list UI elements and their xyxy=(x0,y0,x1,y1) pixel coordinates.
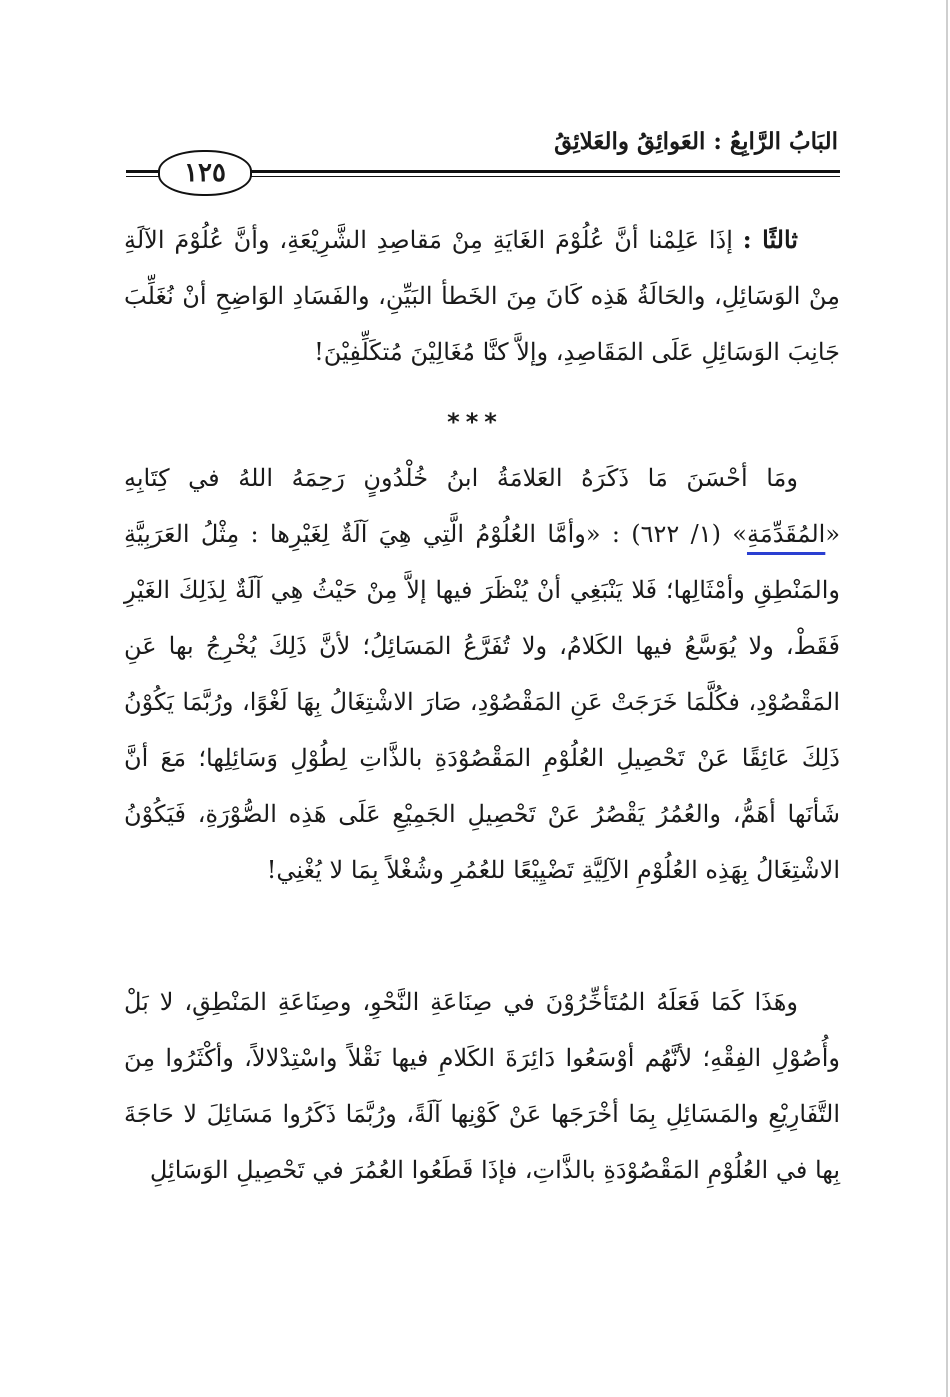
paragraph-3 xyxy=(124,974,840,1198)
paragraph-2-text-after: » (١/ ٦٢٢) : «وأمَّا العُلُوْمُ الَّتِي هِيَ آلَةٌ لِغَيْرِها : مِثْلُ العَرَبِيَّةِ والمَنْطِقِ وأمْثَالِها؛ فَلا يَنْبَغِي أنْ يُنْظَرَ فيها إلاَّ مِنْ حَيْثُ هِي آلَةٌ لِذَلِكَ الغَيْرِ فَقَطْ، ولا يُوَسَّعُ فيها الكَلامُ، ولا تُفَرَّعُ المَسَائِلُ؛ لأنَّ ذَلِكَ يُخْرِجُ بها عَنِ المَقْصُوْدِ، فكُلَّمَا خَرَجَتْ عَنِ المَقْصُوْدِ، صَارَ الاشْتِغَالُ بِهَا لَغْوًا، ورُبَّمَا يَكُوْنُ ذَلِكَ عَائِقًا عَنْ تَحْصِيلِ العُلُوْمِ المَقْصُوْدَةِ بالذَّاتِ لِطُوْلِ وَسَائِلِها؛ مَعَ أنَّ شَأنَها أهَمُّ، والعُمُرُ يَقْصُرُ عَنْ تَحْصِيلِ الجَمِيْعِ عَلَى هَذِه الصُّوْرَةِ، فَيَكُوْنُ الاشْتِغَالُ بِهَذِه العُلُوْمِ الآلِيَّةِ تَضْيِيْعًا للعُمُرِ وشُغْلاً بِمَا لا يُغْنِي! xyxy=(124,520,840,884)
paragraph-1-text: إذَا عَلِمْنا أنَّ عُلُوْمَ الغَايَةِ مِنْ مَقاصِدِ الشَّرِيْعَةِ، وأنَّ عُلُوْمَ الآلَةِ مِنْ الوَسَائِلِ، والحَالَةُ هَذِه كَانَ مِنَ الخَطأ البَيِّنِ، والفَسَادِ الوَاضِحِ أنْ نُغَلِّبَ جَانِبَ الوَسَائِلِ عَلَى المَقَاصِدِ، وإلاَّ كنَّا مُغَالِيْنَ مُتكَلِّفِيْنَ! xyxy=(124,226,840,366)
paragraph-1-lead: ثالثًا : xyxy=(742,225,798,254)
page-number: ١٢٥ xyxy=(158,150,252,196)
book-title: المُقَدِّمَةِ xyxy=(746,520,826,548)
paragraph-2-text-before: ومَا أحْسَنَ مَا ذَكَرَهُ العَلامَةُ ابنُ خُلْدُونٍ رَحِمَهُ اللهُ في كِتَابِهِ « xyxy=(124,464,840,548)
paragraph-2 xyxy=(124,450,840,898)
section-separator: *** xyxy=(447,408,503,436)
paragraph-3-text: وهَذَا كَمَا فَعَلَهُ المُتَأخِّرُوْنَ في صِنَاعَةِ النَّحْوِ، وصِنَاعَةِ المَنْطِقِ، لا بَلْ وأُصُوْلِ الفِقْهِ؛ لأنَّهُم أوْسَعُوا دَائِرَةَ الكَلامِ فيها نَقْلاً واسْتِدْلالاً، وأكْثَرُوا مِنَ التَّفَارِيْعِ والمَسَائِلِ بِمَا أخْرَجَها عَنْ كَوْنِها آلَةً، ورُبَّمَا ذَكَرُوا مَسَائِلَ لا حَاجَةَ بِها في العُلُوْمِ المَقْصُوْدَةِ بالذَّاتِ، فإذَا قَطَعُوا العُمُرَ في تَحْصِيلِ الوَسَائِلِ xyxy=(124,988,840,1184)
running-title: البَابُ الرَّابِعُ : العَوائِقُ والعَلائِقُ xyxy=(554,128,838,155)
paragraph-1 xyxy=(124,212,840,380)
page-edge xyxy=(946,0,948,1397)
